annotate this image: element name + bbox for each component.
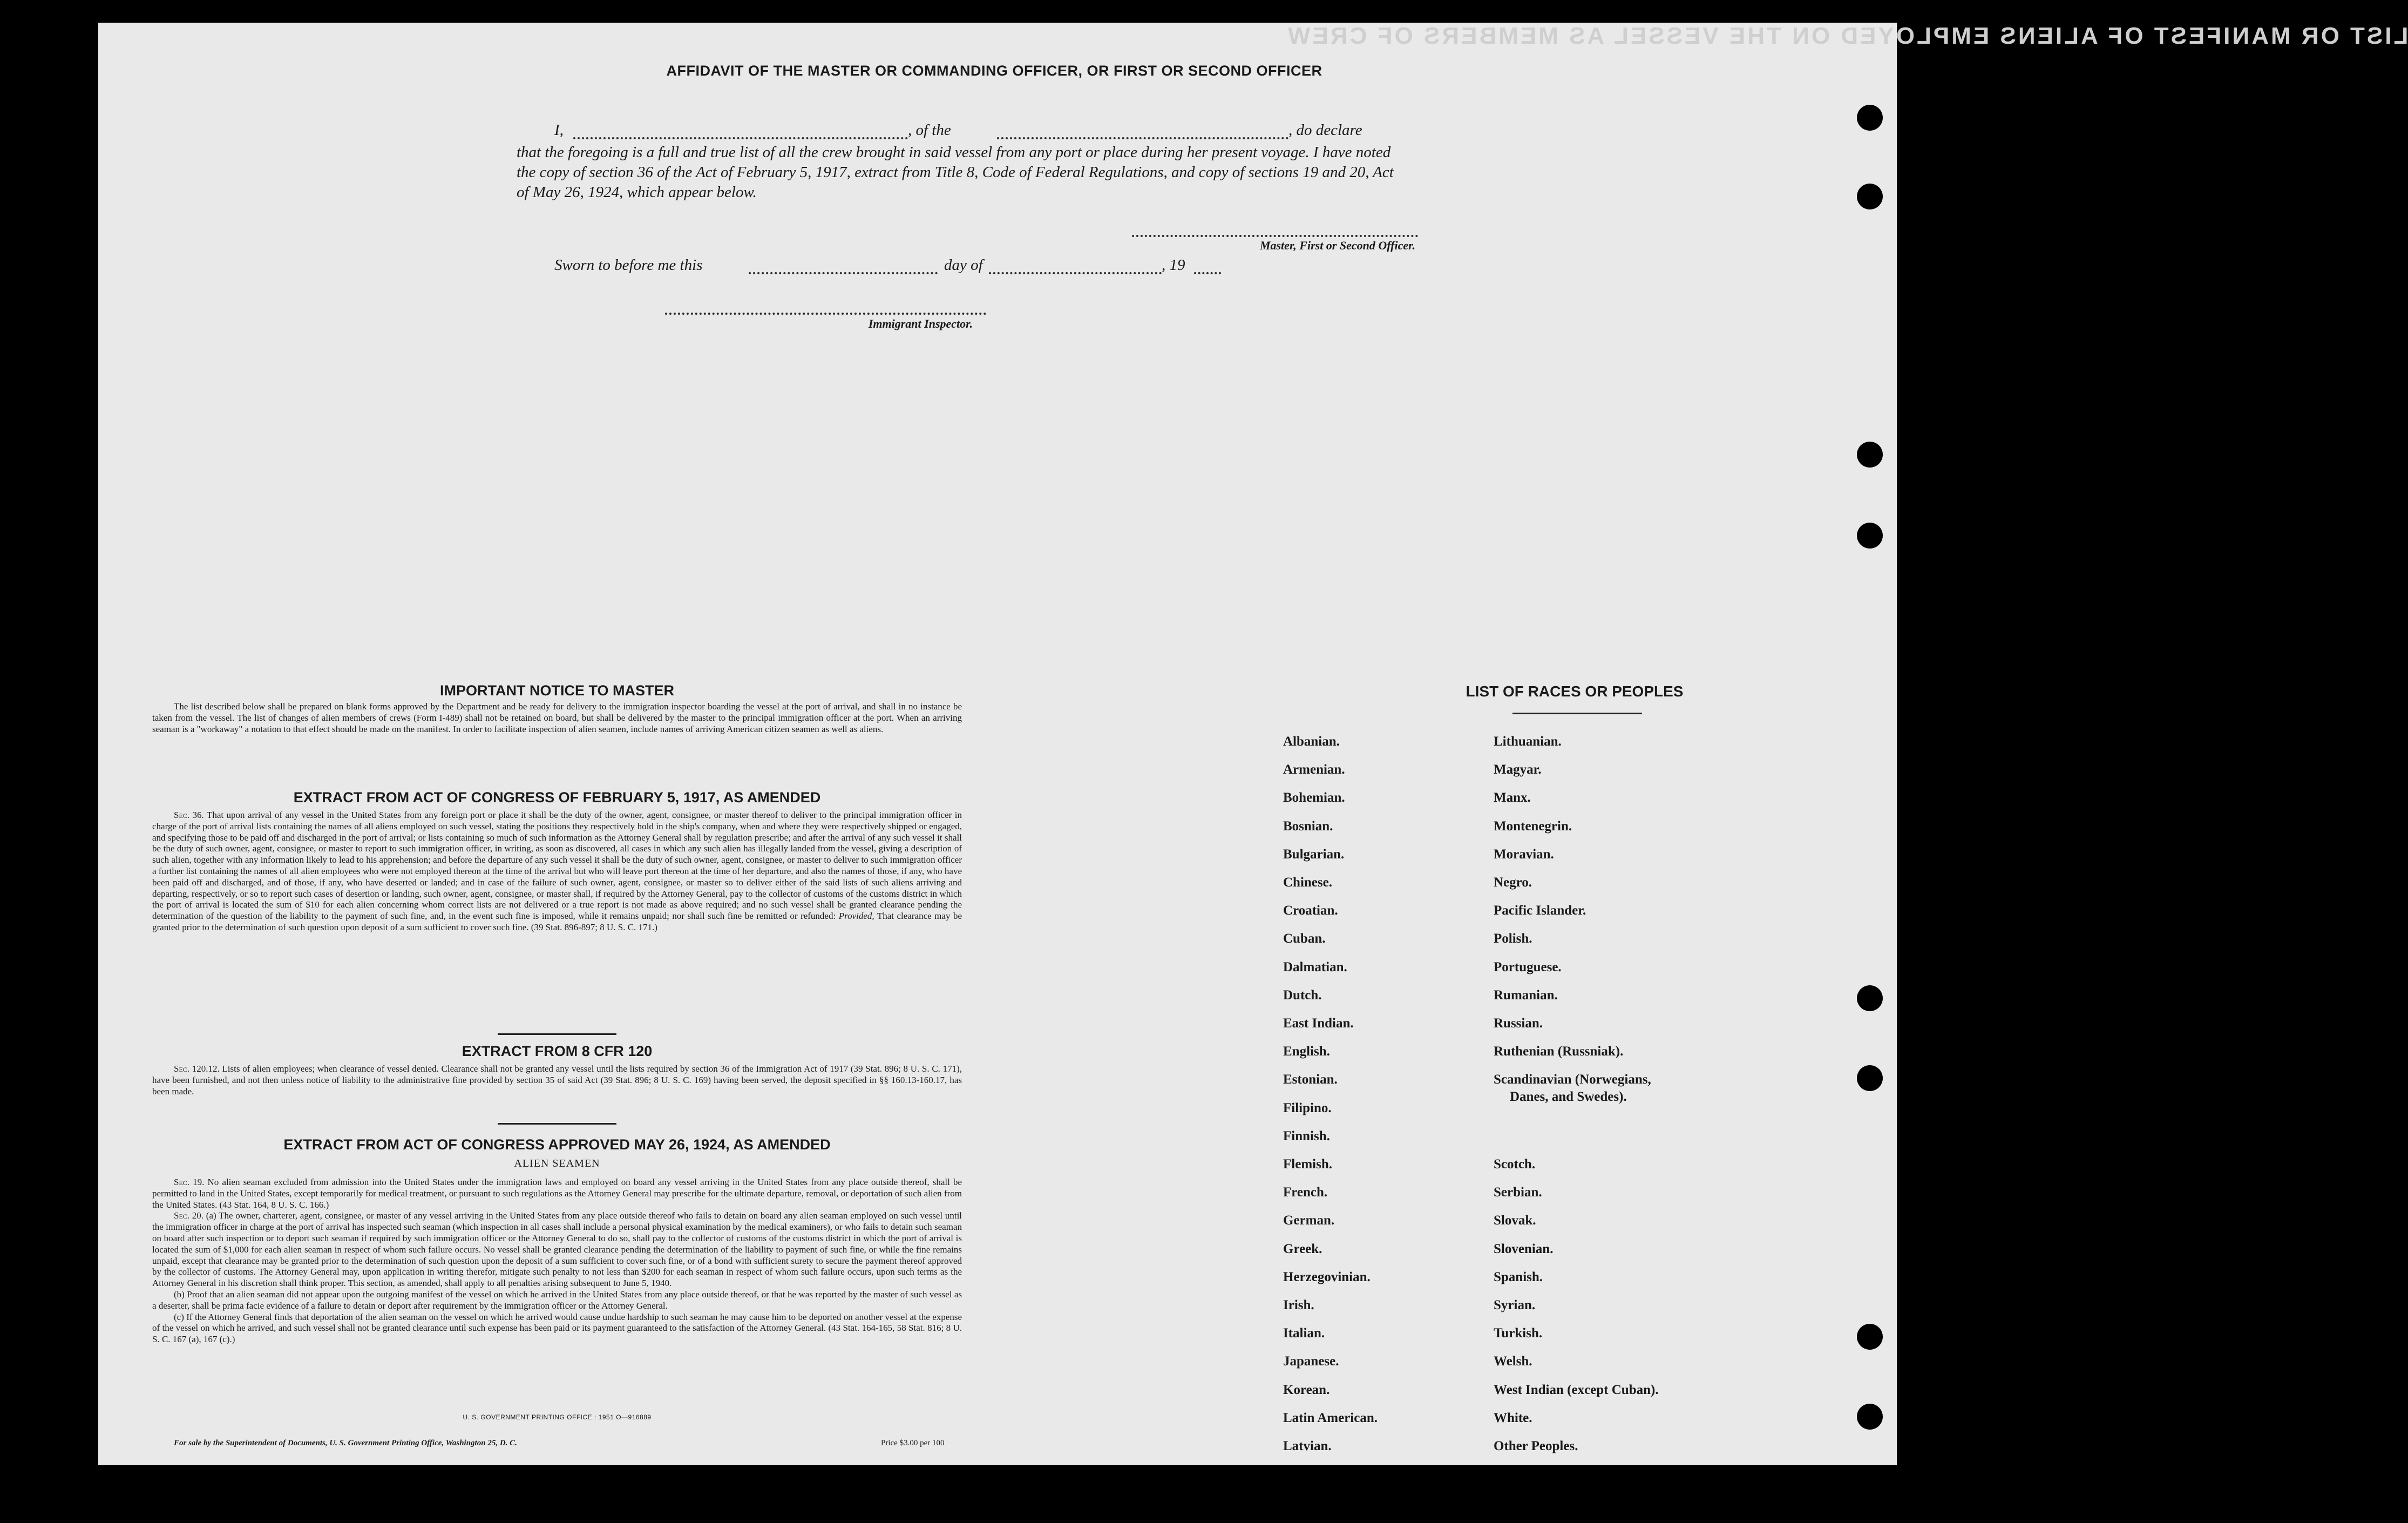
race-item: Portuguese. [1494, 959, 1562, 974]
race-item: East Indian. [1283, 1016, 1354, 1031]
race-item: Filipino. [1283, 1100, 1332, 1115]
affidavit-body: that the foregoing is a full and true list of all the crew brought in said vessel from any port or place during her present voyage. I have noted the copy of section 36 of the Act of February 5, 1917, extract from Title 8, Code of Federal Regulations, and copy of sections 19 and 20, Act of May 26, 1924, which appear below. [517, 144, 1394, 201]
extract-cfr-text [152, 1064, 962, 1097]
footer-sale-text: For sale by the Superintendent of Documents, U. S. Government Printing Office, Washington 25, D. C. [174, 1439, 517, 1447]
notice-title: IMPORTANT NOTICE TO MASTER [440, 682, 674, 699]
punch-hole [1857, 1065, 1883, 1091]
race-item: Armenian. [1283, 762, 1345, 777]
races-title: LIST OF RACES OR PEOPLES [1466, 683, 1684, 700]
race-item: Albanian. [1283, 734, 1340, 749]
race-item: Pacific Islander. [1494, 903, 1586, 918]
race-item: Bosnian. [1283, 818, 1333, 834]
race-item: Slovenian. [1494, 1241, 1554, 1256]
sec-36-label: Sec. 36. [174, 810, 204, 820]
race-item: Ruthenian (Russniak). [1494, 1044, 1624, 1059]
affidavit-i-label: I, [554, 121, 564, 139]
sec-20c-text: (c) If the Attorney General finds that deportation of the alien seaman on the vessel on which he arrived would cause undue hardship to such seaman he may cause him to be deported on another vessel at the expense of the vessel on which he arrived, and such vessel shall not be granted clearance until such expense has been paid or its payment guaranteed to the satisfaction of the Attorney General. (43 Stat. 164-165, 58 Stat. 816; 8 U. S. C. 167 (a), 167 (c).) [152, 1311, 962, 1345]
affidavit-of-the-label: , of the [908, 121, 951, 139]
race-item: Russian. [1494, 1016, 1543, 1031]
form-sheet [98, 23, 2408, 1465]
race-item: Latin American. [1283, 1410, 1378, 1425]
extract-1924-title: EXTRACT FROM ACT OF CONGRESS APPROVED MAY 26, 1924, AS AMENDED [283, 1136, 831, 1153]
extract-1924-subtitle: ALIEN SEAMEN [514, 1158, 600, 1169]
race-item: Scandinavian (Norwegians, [1494, 1072, 1651, 1087]
race-item: Welsh. [1494, 1354, 1532, 1369]
sworn-day-field[interactable] [749, 272, 938, 274]
sec-20-label: Sec. 20. [174, 1210, 204, 1221]
races-title-underline [1512, 713, 1642, 714]
race-item: Syrian. [1494, 1298, 1536, 1312]
race-item: Scotch. [1494, 1157, 1536, 1172]
master-signature-field[interactable] [1132, 235, 1418, 237]
race-item: Irish. [1283, 1298, 1314, 1312]
race-item: White. [1494, 1410, 1532, 1425]
sec-20a-text: (a) The owner, charterer, agent, consignee, or master of any vessel arriving in the United States from any place outside thereof who fails to detain on board any alien seaman employed on such vessel until the immigration officer in charge at the port of arrival has inspected such seaman (which inspection in all cases shall include a personal physical examination by the medical examiners), or who fails to detain such seaman on board after such inspection or to deport such seaman if required by such immigration officer or the Attorney General to do so, shall pay to the collector of customs of the customs district in which the port of arrival is located the sum of $1,000 for each alien seaman in respect of whom such failure occurs. No vessel shall be granted clearance pending the determination of the liability to payment of such fine, or while the fine remains unpaid, except that clearance may be granted prior to the determination of such question upon the deposit of a sum sufficient to cover such fine, or of a bond with sufficient surety to secure the payment thereof approved by the collector of customs. The Attorney General may, upon application in writing therefor, mitigate such penalty to not less than $200 for each seaman in respect of whom such failure occurs, upon such terms as the Attorney General in his discretion shall think proper. This section, as amended, shall apply to all penalties arising subsequent to June 5, 1940. [152, 1210, 962, 1289]
sec-120-label: Sec. 120.12. [174, 1064, 220, 1074]
race-item: Korean. [1283, 1382, 1330, 1397]
race-item: Estonian. [1283, 1072, 1338, 1087]
punch-hole [1857, 105, 1883, 131]
master-signature-caption: Master, First or Second Officer. [1259, 239, 1415, 252]
punch-hole [1857, 1324, 1883, 1350]
race-item: Bohemian. [1283, 790, 1345, 806]
race-item: Moravian. [1494, 847, 1554, 862]
provided-label: Provided, [838, 911, 874, 922]
race-item: Montenegrin. [1494, 818, 1572, 834]
race-item: Polish. [1494, 931, 1532, 946]
sec-19-label: Sec. 19. [174, 1177, 205, 1187]
race-item: Slovak. [1494, 1213, 1536, 1228]
race-item: Latvian. [1283, 1439, 1332, 1453]
notice-text [152, 701, 962, 735]
race-item: Negro. [1494, 875, 1532, 890]
race-item: Danes, and Swedes). [1510, 1089, 1627, 1105]
extract-1917-text [152, 810, 962, 933]
affidavit-declare-label: , do declare [1288, 121, 1362, 139]
sworn-day-of-label: day of [944, 256, 983, 274]
punch-hole [1857, 523, 1883, 549]
notice-paragraph: The list described below shall be prepared on blank forms approved by the Department and be ready for delivery to the immigration inspector boarding the vessel at the port of arrival, and shall in no instance be taken from the vessel. The list of changes of alien members of crews (Form I-489) shall not be retained on board, but shall be delivered by the master to the principal immigration officer at the port. When an arriving seaman is a "workaway" a notation to that effect should be made on the manifest. In order to facilitate inspection of alien seamen, include names of arriving American citizen seamen as well as aliens. [152, 701, 962, 734]
divider [498, 1123, 616, 1125]
race-item: Serbian. [1494, 1185, 1542, 1200]
sworn-label: Sworn to before me this [554, 256, 703, 274]
race-item: Finnish. [1283, 1128, 1330, 1143]
race-item: Lithuanian. [1494, 734, 1562, 749]
punch-hole [1857, 184, 1883, 209]
divider [498, 1033, 616, 1035]
race-item: Chinese. [1283, 875, 1332, 890]
race-item: English. [1283, 1044, 1330, 1059]
sec-19-text: No alien seaman excluded from admission into the United States under the immigration laws and employed on board any vessel arriving in the United States from any place outside thereof, shall be permitted to land in the United States, except temporarily for medical treatment, or pursuant to such regulations as the Attorney General may prescribe for the ultimate departure, removal, or deportation of such alien from the United States. (43 Stat. 164, 8 U. S. C. 166.) [152, 1177, 962, 1210]
race-item: Flemish. [1283, 1157, 1332, 1172]
sec-36-text-end: That clearance may be granted prior to the determination of such question upon deposit of a sum sufficient to cover such fine. (39 Stat. 896-897; 8 U. S. C. 171.) [152, 911, 962, 932]
race-item: Japanese. [1283, 1354, 1339, 1369]
footer-price: Price $3.00 per 100 [881, 1439, 945, 1447]
race-item: German. [1283, 1213, 1335, 1228]
inspector-signature-field[interactable] [665, 313, 986, 315]
race-item: Cuban. [1283, 931, 1326, 946]
race-item: Turkish. [1494, 1326, 1543, 1341]
sworn-month-field[interactable] [989, 272, 1162, 274]
race-item: Dutch. [1283, 987, 1322, 1003]
race-item: Rumanian. [1494, 987, 1558, 1003]
sworn-year-label: , 19 [1162, 256, 1185, 274]
race-item: Bulgarian. [1283, 847, 1345, 862]
sec-20b-text: (b) Proof that an alien seaman did not appear upon the outgoing manifest of the vessel on which he arrived in the United States from any place outside thereof, or that he was reported by the master of such vessel as a deserter, shall be prima facie evidence of a failure to detain or deport after requirement by the immigration officer or the Attorney General. [152, 1289, 962, 1311]
sec-36-text: That upon arrival of any vessel in the United States from any foreign port or place it shall be the duty of the owner, agent, consignee, or master thereof to deliver to the principal immigration officer in charge of the port of arrival lists containing the names of all aliens employed on such vessel, stating the positions they respectively hold in the ship's company, when and where they were respectively shipped or engaged, and specifying those to be paid off and discharged in the port of arrival; or lists containing so much of such information as the Attorney General shall by regulation prescribe; and after the arrival of any such vessel it shall be the duty of such owner, agent, consignee, or master to report to such immigration officer, in writing, as soon as discovered, all cases in which any such alien has illegally landed from the vessel, giving a description of such alien, together with any information likely to lead to his apprehension; and before the departure of any such vessel it shall be the duty of such owner, agent, consignee, or master to deliver to such immigration officer a further list containing the names of all alien employees who were not employed thereon at the time of the arrival but who will leave port thereon at the time of her departure, and also the names of those, if any, who have been paid off and discharged, and of those, if any, who have deserted or landed; and in case of the failure of such owner, agent, consignee, or master so to deliver either of the said lists of such aliens arriving and departing, respectively, or so to report such cases of desertion or landing, such owner, agent, consignee, or master shall, if required by the Attorney General, pay to the collector of customs of the customs district in which the port of arrival is located the sum of $10 for each alien concerning whom correct lists are not delivered or a true report is not made as above required; and no such vessel shall be granted clearance pending the determination of the question of the liability to the payment of such fine, and, in the event such fine is imposed, while it remains unpaid; nor shall such fine be remitted or refunded: [152, 810, 962, 922]
race-item: Herzegovinian. [1283, 1269, 1371, 1284]
race-item: Other Peoples. [1494, 1439, 1578, 1453]
race-item: Dalmatian. [1283, 959, 1347, 974]
punch-hole [1857, 442, 1883, 468]
inspector-caption: Immigrant Inspector. [868, 317, 973, 330]
race-item: French. [1283, 1185, 1328, 1200]
officer-name-field[interactable] [573, 137, 908, 139]
extract-1924-text [152, 1177, 962, 1345]
race-item: Greek. [1283, 1241, 1322, 1256]
bleed-through-header: LIST OR MANIFEST OF ALIENS EMPLOYED ON THE VESSEL AS MEMBERS OF CREW [1286, 23, 2408, 49]
punch-hole [1857, 985, 1883, 1011]
race-item: Croatian. [1283, 903, 1338, 918]
extract-1917-title: EXTRACT FROM ACT OF CONGRESS OF FEBRUARY 5, 1917, AS AMENDED [293, 789, 821, 806]
sworn-year-field[interactable] [1194, 272, 1221, 274]
race-item: Magyar. [1494, 762, 1542, 777]
affidavit-title: AFFIDAVIT OF THE MASTER OR COMMANDING OFFICER, OR FIRST OR SECOND OFFICER [666, 63, 1322, 79]
race-item: West Indian (except Cuban). [1494, 1382, 1659, 1397]
punch-hole [1857, 1404, 1883, 1430]
race-item: Manx. [1494, 790, 1531, 806]
printer-imprint: U. S. GOVERNMENT PRINTING OFFICE : 1951 O—916889 [463, 1413, 652, 1421]
sec-120-text: Lists of alien employees; when clearance of vessel denied. Clearance shall not be granted any vessel until the lists required by section 36 of the Immigration Act of 1917 (39 Stat. 896; 8 U. S. C. 171), have been furnished, and not then unless notice of liability to the administrative fine provided by section 35 of said Act (39 Stat. 896; 8 U. S. C. 169) having been served, the deposit specified in §§ 160.13-160.17, has been made. [152, 1064, 962, 1096]
race-item: Spanish. [1494, 1269, 1543, 1284]
vessel-name-field[interactable] [997, 137, 1288, 139]
race-item: Italian. [1283, 1326, 1325, 1341]
extract-cfr-title: EXTRACT FROM 8 CFR 120 [462, 1043, 653, 1059]
